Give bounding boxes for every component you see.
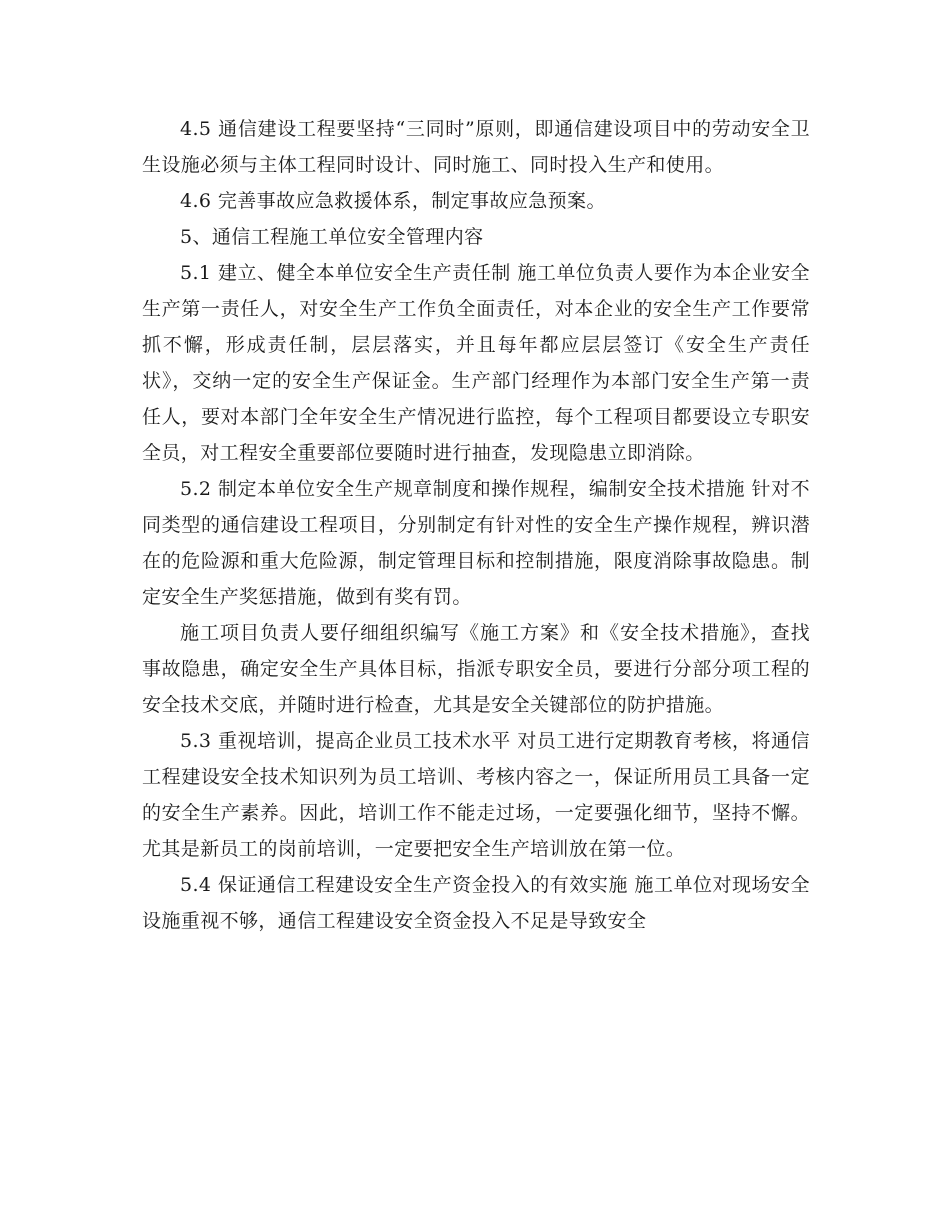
paragraph-5-1: 5.1 建立、健全本单位安全生产责任制 施工单位负责人要作为本企业安全生产第一责任人，对安全生产工作负全面责任，对本企业的安全生产工作要常抓不懈，形成责任制，层层落实，并且每年都应层层签订《安全生产责任状》，交纳一定的安全生产保证金。生产部门经理作为本部门安全生产第一责任人，要对本部门全年安全生产情况进行监控，每个工程项目都要设立专职安全员，对工程安全重要部位要随时进行抽查，发现隐患立即消除。 <box>142 262 810 464</box>
section-heading-5: 5、通信工程施工单位安全管理内容 <box>180 226 484 248</box>
paragraph-5-3: 5.3 重视培训，提高企业员工技术水平 对员工进行定期教育考核，将通信工程建设安全技术知识列为员工培训、考核内容之一，保证所用员工具备一定的安全生产素养。因此，培训工作不能走过场，一定要强化细节，坚持不懈。尤其是新员工的岗前培训，一定要把安全生产培训放在第一位。 <box>142 730 810 860</box>
document-body <box>142 111 810 939</box>
paragraph-5-2: 5.2 制定本单位安全生产规章制度和操作规程，编制安全技术措施 针对不同类型的通信建设工程项目，分别制定有针对性的安全生产操作规程，辨识潜在的危险源和重大危险源，制定管理目标和控制措施，限度消除事故隐患。制定安全生产奖惩措施，做到有奖有罚。 <box>142 478 810 608</box>
paragraph-4-5: 4.5 通信建设工程要坚持“三同时”原则，即通信建设项目中的劳动安全卫生设施必须与主体工程同时设计、同时施工、同时投入生产和使用。 <box>142 118 810 176</box>
paragraph-5-4: 5.4 保证通信工程建设安全生产资金投入的有效实施 施工单位对现场安全设施重视不够，通信工程建设安全资金投入不足是导致安全 <box>142 874 810 932</box>
paragraph-project-lead: 施工项目负责人要仔细组织编写《施工方案》和《安全技术措施》，查找事故隐患，确定安全生产具体目标，指派专职安全员，要进行分部分项工程的安全技术交底，并随时进行检查，尤其是安全关键部位的防护措施。 <box>142 622 810 716</box>
paragraph-4-6: 4.6 完善事故应急救援体系，制定事故应急预案。 <box>180 190 606 212</box>
